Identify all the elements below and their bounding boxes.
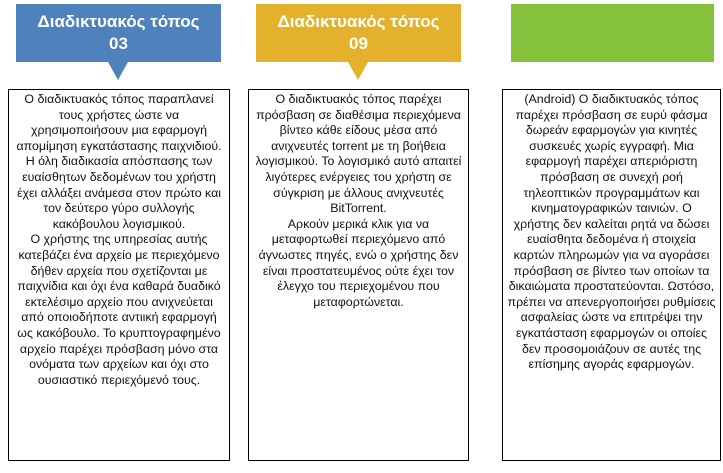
android-site-paragraph-1: (Android) Ο διαδικτυακός τόπος παρέχει πρόσβαση σε ευρύ φάσμα δωρεάν εφαρμογών για κινητές συσκευές χωρίς εγγραφή. Μια εφαρμογή παρέχει απεριόριστη πρόσβαση σε συνεχή ροή τηλεοπτικών προγραμμάτων και κινηματογραφικών ταινιών. Ο χρήστης δεν καλείται ρητά να δώσει ευαίσθητα δεδομένα ή στοιχεία καρτών πληρωμών για να αγοράσει πρόσβαση σε βίντεο των οποίων τα δικαιώματα προστατεύονται. Ωστόσο, πρέπει να απενεργοποιήσει ρυθμίσεις ασφαλείας ώστε να επιτρέψει την εγκατάσταση εφαρμογών οι οποίες δεν προσομοιάζουν σε αυτές της επίσημης αγοράς εφαρμογών. (507, 92, 716, 372)
site-03-pointer (108, 62, 128, 80)
site-09-paragraph-2: Αρκούν μερικά κλικ για να μεταφορτωθεί περιεχόμενο από άγνωστες πηγές, ενώ ο χρήστης δεν είναι προστατευμένος ούτε έχει τον έλεγχο του περιεχομένου που μεταφορτώνεται. (258, 216, 459, 309)
site-09-header-title: Διαδικτυακός τόπος (277, 12, 440, 31)
site-03-paragraph-1: Ο διαδικτυακός τόπος παραπλανεί τους χρήστες ώστε να χρησιμοποιήσουν μια εφαρμογή απομίμηση εγκατάστασης παιχνιδιού. Η όλη διαδικασία απόσπασης των ευαίσθητων δεδομένων του χρήστη έχει αλλάξει ανάμεσα στον πρώτο και τον δεύτερο γύρο συλλογής κακόβουλου λογισμικού. (16, 92, 222, 231)
site-03-header (16, 4, 221, 62)
android-site-description-box (502, 89, 721, 461)
site-03-description-box (8, 89, 230, 461)
site-09-paragraph-1: Ο διαδικτυακός τόπος παρέχει πρόσβαση σε διαθέσιμα περιεχόμενα βίντεο κάθε είδους μέσα από ανιχνευτές torrent με τη βοήθεια λογισμικού. Το λογισμικό αυτό απαιτεί λιγότερες ενέργειες του χρήστη σε σύγκριση με άλλους ανιχνευτές BitTorrent. (255, 92, 462, 216)
site-03-header-title: Διαδικτυακός τόπος (37, 12, 200, 31)
site-03-header-number: 03 (109, 34, 128, 53)
site-09-header (256, 4, 461, 62)
site-09-description-box (248, 89, 469, 461)
site-09-pointer (348, 62, 368, 80)
site-09-header-number: 09 (349, 34, 368, 53)
android-site-header (511, 4, 714, 62)
site-03-paragraph-2: Ο χρήστης της υπηρεσίας αυτής κατεβάζει ένα αρχείο με περιεχόμενο δήθεν αρχεία που σχετίζονται με παιχνίδια και όχι ένα καθαρά δυαδικό εκτελέσιμο αρχείο που ανιχνεύεται από οποιοδήποτε αντιική εφαρμογή ως κακόβουλο. Το κρυπτογραφημένο αρχείο παρέχει πρόσβαση μόνο στα ονόματα των αρχείων και όχι στο ουσιαστικό περιεχόμενό τους. (17, 232, 221, 387)
